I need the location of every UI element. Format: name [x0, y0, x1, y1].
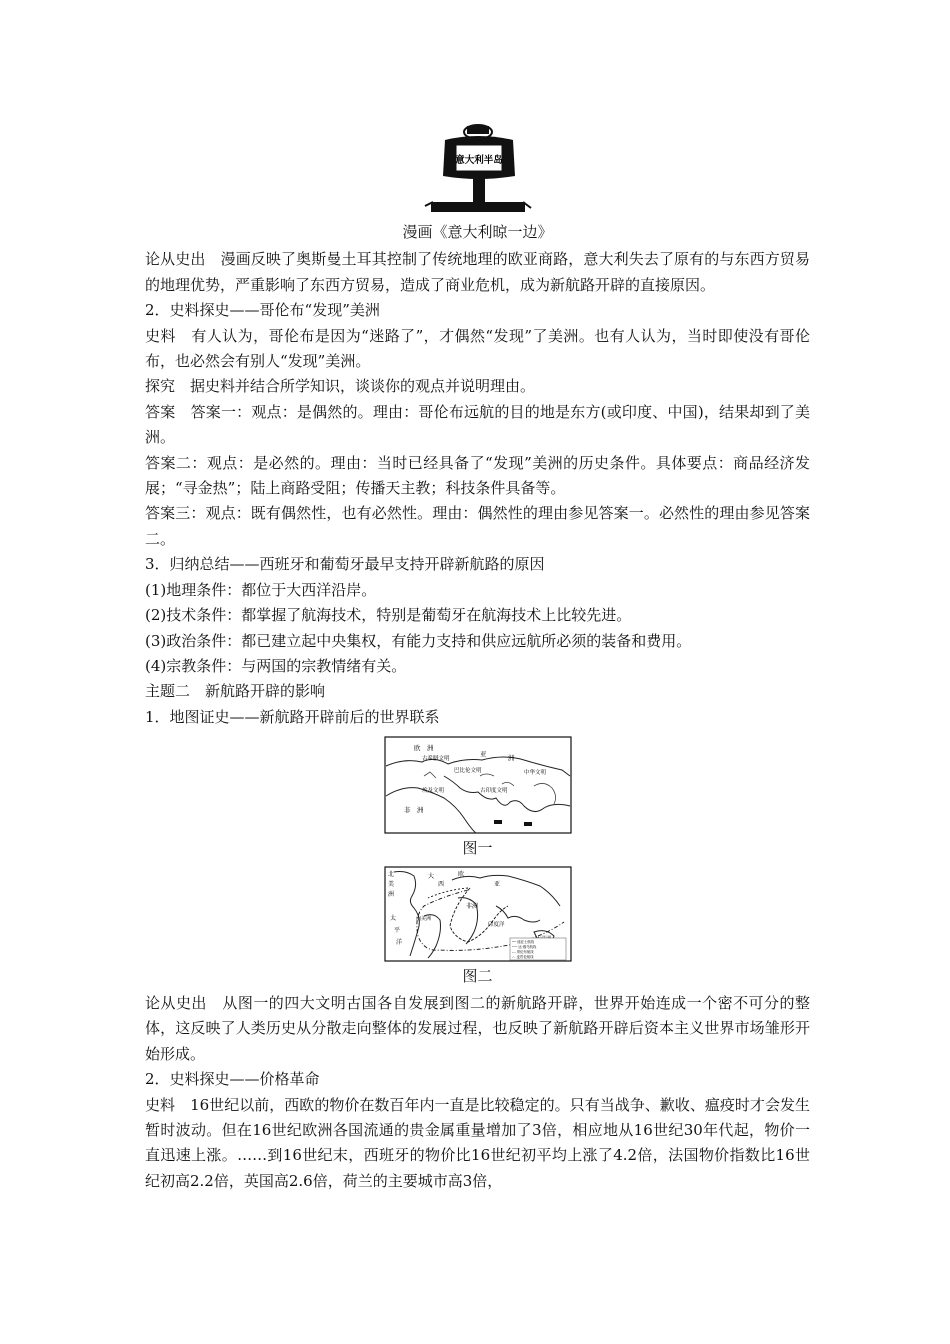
map1-caption: 图一 — [462, 839, 493, 858]
map1-label-egypt: 埃及文明 — [421, 788, 444, 795]
map2-label-ya: 亚 — [493, 880, 500, 888]
list-item-religion: (4)宗教条件：与两国的宗教情绪有关。 — [145, 656, 407, 675]
section-heading-columbus: 2．史料探史——哥伦布“发现”美洲 — [145, 301, 380, 320]
map2-label-ping: 平 — [393, 926, 400, 934]
map1-label-greek: 古希腊文明 — [421, 756, 450, 763]
map2-legend-1: ── 迪亚士航线 — [511, 939, 534, 944]
theme-heading-impact: 主题二 新航路开辟的影响 — [145, 682, 326, 701]
list-item-technology: (2)技术条件：都掌握了航海技术，特别是葡萄牙在航海技术上比较先进。 — [145, 606, 632, 625]
map2-label-xi: 西 — [437, 880, 444, 888]
map2-label-america: 美 — [387, 880, 394, 888]
map2-legend-3: --- 哥伦布航线 — [511, 949, 534, 954]
map-figure-1 — [384, 736, 572, 834]
paragraph-conclusion-2: 论从史出 从图一的四大文明古国各自发展到图二的新航路开辟，世界开始连成一个密不可分的整体，这反映了人类历史从分散走向整体的发展过程，也反映了新航路开辟后资本主义世界市场雏形开始形成。 — [145, 993, 810, 1063]
document-body — [145, 118, 810, 1194]
map1-label-asia-a: 亚 — [479, 750, 486, 759]
list-item-geography: (1)地理条件：都位于大西洋沿岸。 — [145, 580, 377, 599]
paragraph-answer-1: 答案 答案一：观点：是偶然的。理由：哥伦布远航的目的地是东方(或印度、中国)，结果却到了美洲。 — [145, 402, 810, 447]
map2-label-zhou: 洲 — [387, 890, 394, 898]
map2-label-yang: 洋 — [395, 938, 402, 946]
map2-label-tai: 太 — [389, 914, 396, 922]
section-heading-maps: 1．地图证史——新航路开辟前后的世界联系 — [145, 707, 440, 726]
cartoon-italy-image — [423, 118, 533, 218]
map2-legend — [510, 938, 566, 960]
map1-label-europe: 欧 洲 — [413, 744, 433, 753]
cartoon-caption: 漫画《意大利晾一边》 — [402, 223, 553, 241]
map2-label-ou: 欧 — [457, 870, 464, 878]
section-heading-price-revolution: 2．史料探史——价格革命 — [145, 1070, 320, 1089]
map2-label-north: 北 — [387, 870, 394, 878]
paragraph-conclusion-1: 论从史出 漫画反映了奥斯曼土耳其控制了传统地理的欧亚商路，意大利失去了原有的与东西方贸易的地理优势，严重影响了东西方贸易，造成了商业危机，成为新航路开辟的直接原因。 — [145, 250, 810, 294]
paragraph-answer-3: 答案三：观点：既有偶然性，也有必然性。理由：偶然性的理由参见答案一。必然性的理由参见答案二。 — [145, 504, 810, 548]
paragraph-source-columbus: 史料 有人认为，哥伦布是因为“迷路了”，才偶然“发现”了美洲。也有人认为，当时即使没有哥伦布，也必然会有别人“发现”美洲。 — [145, 326, 810, 371]
list-item-politics: (3)政治条件：都已建立起中央集权，有能力支持和供应远航所必须的装备和费用。 — [145, 631, 692, 650]
map2-label-africa: 非洲 — [465, 902, 478, 910]
map1-label-babylon: 巴比伦文明 — [453, 768, 482, 775]
map2-label-south-america: 南美洲 — [415, 915, 431, 922]
map1-label-africa: 非 洲 — [403, 806, 423, 815]
map-figure-2 — [384, 866, 572, 962]
paragraph-source-price: 史料 16世纪以前，西欧的物价在数百年内一直是比较稳定的。只有当战争、歉收、瘟疫时才会发生暂时波动。但在16世纪欧洲各国流通的贵金属重量增加了3倍，相应地从16世纪30年代起，物价一直迅速上涨。……到16世纪末，西班牙的物价比16世纪初平均上涨了4.2倍，法国物价指数比16世纪初高2.2倍，英国高2.6倍，荷兰的主要城市高3倍， — [145, 1095, 810, 1190]
map1-label-india: 古印度文明 — [479, 788, 508, 795]
section-heading-reasons: 3．归纳总结——西班牙和葡萄牙最早支持开辟新航路的原因 — [145, 555, 545, 574]
map2-caption: 图二 — [462, 966, 493, 985]
map2-label-da: 大 — [427, 872, 434, 880]
map1-label-china: 中华文明 — [523, 770, 546, 777]
map2-legend-2: ─·─ 达·伽马航线 — [511, 944, 536, 949]
map2-label-indian-ocean: 印度洋 — [487, 921, 505, 928]
paragraph-inquiry: 探究 据史料并结合所学知识，谈谈你的观点并说明理由。 — [145, 377, 536, 396]
cartoon-sign-text: 意大利半岛 — [454, 155, 503, 166]
map1-label-asia-b: 洲 — [507, 754, 514, 763]
map2-legend-4: -·- 麦哲伦航线 — [511, 954, 534, 959]
paragraph-answer-2: 答案二：观点：是必然的。理由：当时已经具备了“发现”美洲的历史条件。具体要点：商品经济发展；“寻金热”；陆上商路受阻；传播天主教；科技条件具备等。 — [145, 453, 810, 498]
